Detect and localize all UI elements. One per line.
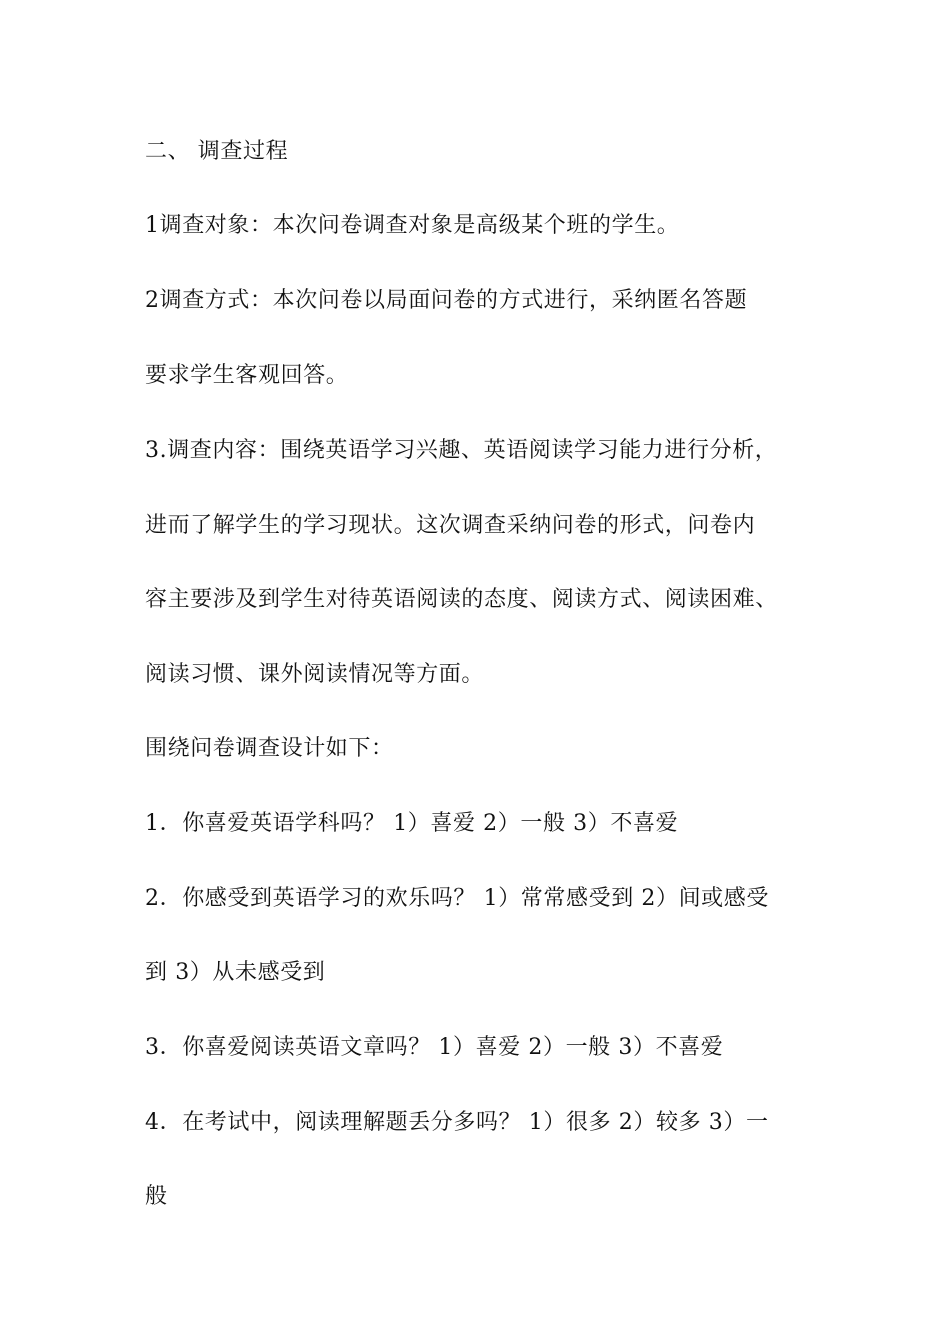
question-line: 般 <box>145 1184 168 1209</box>
paragraph-line: 2调查方式：本次问卷以局面问卷的方式进行，采纳匿名答题 <box>145 288 748 313</box>
question-line: 3．你喜爱阅读英语文章吗？ 1）喜爱 2）一般 3）不喜爱 <box>145 1035 724 1060</box>
question-line: 2．你感受到英语学习的欢乐吗？ 1）常常感受到 2）间或感受 <box>145 886 769 911</box>
paragraph-line: 进而了解学生的学习现状。这次调查采纳问卷的形式，问卷内 <box>145 513 756 538</box>
paragraph-line: 3.调查内容：围绕英语学习兴趣、英语阅读学习能力进行分析， <box>145 438 778 463</box>
paragraph-line: 围绕问卷调查设计如下： <box>145 736 394 761</box>
question-line: 到 3）从未感受到 <box>145 960 326 985</box>
section-heading: 二、 调查过程 <box>145 139 289 164</box>
paragraph-line: 要求学生客观回答。 <box>145 363 349 388</box>
question-line: 1．你喜爱英语学科吗？ 1）喜爱 2）一般 3）不喜爱 <box>145 811 679 836</box>
paragraph-line: 容主要涉及到学生对待英语阅读的态度、阅读方式、阅读困难、 <box>145 587 778 612</box>
paragraph-line: 1调查对象：本次问卷调查对象是高级某个班的学生。 <box>145 213 680 238</box>
question-line: 4．在考试中，阅读理解题丢分多吗？ 1）很多 2）较多 3）一 <box>145 1110 769 1135</box>
paragraph-line: 阅读习惯、课外阅读情况等方面。 <box>145 662 485 687</box>
